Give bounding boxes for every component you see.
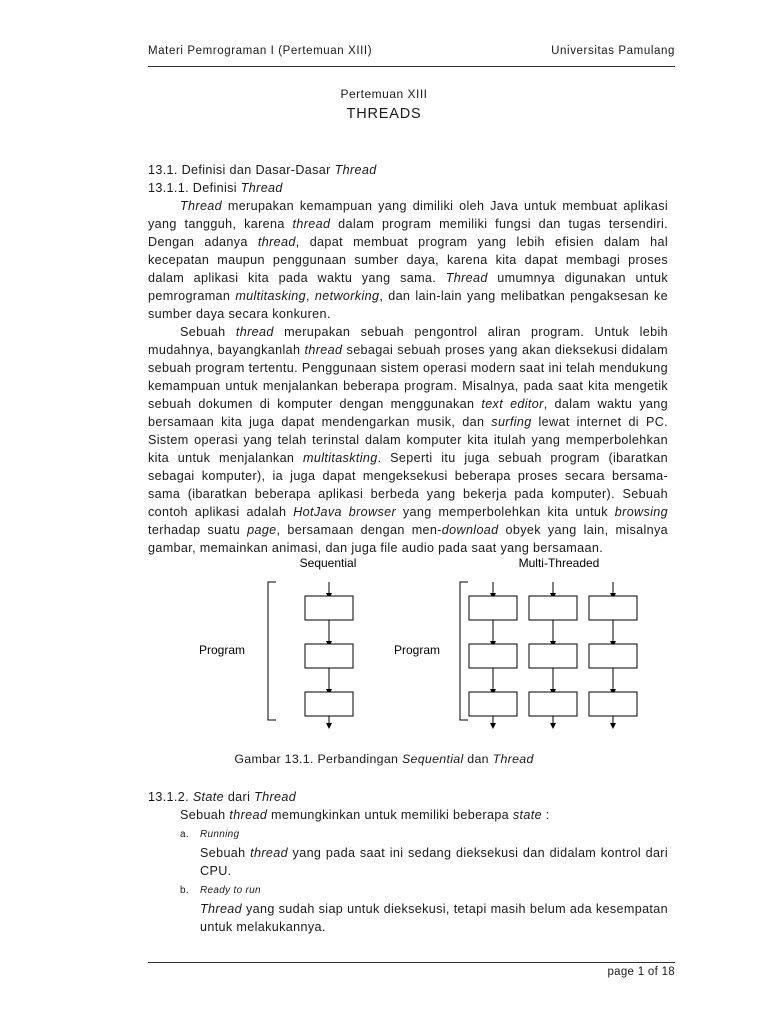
- italic-term: surfing: [491, 415, 532, 429]
- process-box: [469, 596, 517, 620]
- text-run: yang memperbolehkan kita untuk: [396, 505, 615, 519]
- section-13-1-2: [148, 788, 668, 936]
- italic-term: multitasking: [235, 289, 307, 303]
- text-run: dalam program memiliki fungsi dan tugas tersendiri. Dengan adanya: [148, 217, 668, 249]
- list-mark: a.: [180, 829, 190, 840]
- text-run: sebagai sebuah proses yang akan dieksekusi didalam sebuah program tertentu. Penggunaan sistem operasi modern saat ini telah mendukung kemampuan untuk menjalankan beberapa program. Misalnya, pada saat kita mengetik sebuah dokumen di komputer dengan menggunakan: [148, 343, 668, 411]
- process-box: [589, 596, 637, 620]
- multithreaded-program-label: Program: [393, 643, 440, 657]
- process-box: [305, 692, 353, 716]
- sequential-thread: [305, 582, 353, 726]
- thread-1: [469, 582, 517, 726]
- subsection-heading: 13.1.1. Definisi Thread: [148, 181, 283, 195]
- text-run: merupakan kemampuan yang dimiliki oleh Java untuk membuat aplikasi yang tangguh, karena: [148, 199, 668, 231]
- text-run: Sebuah: [200, 846, 251, 860]
- process-box: [589, 644, 637, 668]
- paragraph-definition: [148, 197, 668, 323]
- text-run: , dapat membuat program yang lebih efisien dalam hal kecepatan maupun penggunaan sumber daya, karena kita dapat membagi proses dalam aplikasi kita pada waktu yang sama.: [148, 235, 668, 285]
- text-run: , dalam waktu yang bersamaan kita juga dapat mendengarkan musik, dan: [148, 397, 668, 429]
- state-label-ready: Ready to run: [200, 885, 261, 896]
- italic-term: page: [247, 523, 277, 537]
- text-run: memungkinkan untuk memiliki beberapa: [267, 808, 513, 822]
- process-box: [469, 692, 517, 716]
- list-item-marker: [148, 882, 668, 900]
- italic-term: networking: [314, 289, 380, 303]
- italic-term: multitaskting: [303, 451, 378, 465]
- header-university: Universitas Pamulang: [551, 45, 675, 57]
- process-box: [469, 644, 517, 668]
- process-box: [305, 596, 353, 620]
- section-13-1: [148, 161, 668, 557]
- italic-term: thread: [304, 343, 343, 357]
- text-run: Sebuah: [180, 325, 236, 339]
- section-heading: 13.1.2. State dari Thread: [148, 790, 297, 804]
- sequential-program-label: Program: [198, 643, 245, 657]
- text-run: obyek yang lain, misalnya gambar, memainkan animasi, dan juga file audio pada saat yang bersamaan.: [148, 523, 668, 555]
- text-run: , bersamaan dengan men-: [276, 523, 442, 537]
- header-divider: [148, 66, 675, 67]
- section-heading: 13.1. Definisi dan Dasar-Dasar Thread: [148, 163, 377, 177]
- sequential-bracket: [268, 582, 276, 720]
- text-run: ,: [306, 289, 315, 303]
- text-run: merupakan sebuah pengontrol aliran program. Untuk lebih mudahnya, bayangkanlah: [148, 325, 668, 357]
- page-number: page 1 of 18: [607, 966, 675, 978]
- text-run: Sebuah: [180, 808, 230, 822]
- thread-2: [529, 582, 577, 726]
- text-run: terhadap suatu: [148, 523, 248, 537]
- text-run: lewat internet di PC. Sistem operasi yang telah terinstal dalam komputer kita itulah yang memperbolehkan kita untuk menjalankan: [148, 415, 668, 465]
- list-item-marker: [148, 826, 668, 844]
- text-run: umumnya digunakan untuk pemrograman: [148, 271, 669, 303]
- italic-term: Thread: [445, 271, 488, 285]
- state-intro: [148, 806, 668, 824]
- process-box: [529, 644, 577, 668]
- italic-term: download: [441, 523, 499, 537]
- italic-term: Thread: [200, 902, 243, 916]
- meeting-title: Pertemuan XIII: [340, 87, 428, 101]
- footer-divider: [148, 962, 675, 963]
- italic-term: thread: [292, 217, 331, 231]
- italic-term: thread: [235, 325, 274, 339]
- text-run: yang pada saat ini sedang dieksekusi dan didalam kontrol dari CPU.: [200, 846, 669, 878]
- state-description-ready: [148, 900, 668, 936]
- state-label-running: Running: [200, 829, 240, 840]
- figure-sequential-vs-thread: [148, 552, 668, 732]
- italic-term: state: [512, 808, 542, 822]
- text-run: , dan lain-lain yang melibatkan pengaksesan ke sumber daya secara konkuren.: [148, 289, 668, 321]
- multithreaded-bracket: [460, 582, 468, 720]
- italic-term: HotJava browser: [293, 505, 396, 519]
- diagram-svg: [148, 552, 668, 732]
- text-run: yang sudah siap untuk dieksekusi, tetapi masih belum ada kesempatan untuk melakukannya.: [200, 902, 668, 934]
- italic-term: thread: [257, 235, 296, 249]
- header-course-title: Materi Pemrograman I (Pertemuan XIII): [148, 45, 373, 57]
- thread-3: [589, 582, 637, 726]
- italic-term: text editor: [481, 397, 544, 411]
- text-run: . Seperti itu juga sebuah program (ibaratkan sebagai komputer), ia juga dapat mengeksekusi beberapa proses secara bersama-sama (ibaratkan beberapa aplikasi berbeda yang bekerja pada komputer). Sebuah contoh aplikasi adalah: [148, 451, 668, 519]
- process-box: [529, 692, 577, 716]
- state-description-running: [148, 844, 668, 880]
- figure-caption: Gambar 13.1. Perbandingan Sequential dan Thread: [234, 752, 534, 766]
- list-mark: b.: [180, 885, 190, 896]
- process-box: [589, 692, 637, 716]
- paragraph-explanation: [148, 323, 668, 557]
- process-box: [529, 596, 577, 620]
- sequential-title: Sequential: [299, 556, 357, 570]
- italic-term: Thread: [180, 199, 223, 213]
- running-header: [148, 45, 675, 65]
- italic-term: browsing: [614, 505, 668, 519]
- italic-term: thread: [229, 808, 268, 822]
- chapter-title: THREADS: [346, 106, 422, 122]
- text-run: :: [541, 808, 550, 822]
- multithreaded-title: Multi-Threaded: [518, 556, 600, 570]
- italic-term: thread: [250, 846, 288, 860]
- process-box: [305, 644, 353, 668]
